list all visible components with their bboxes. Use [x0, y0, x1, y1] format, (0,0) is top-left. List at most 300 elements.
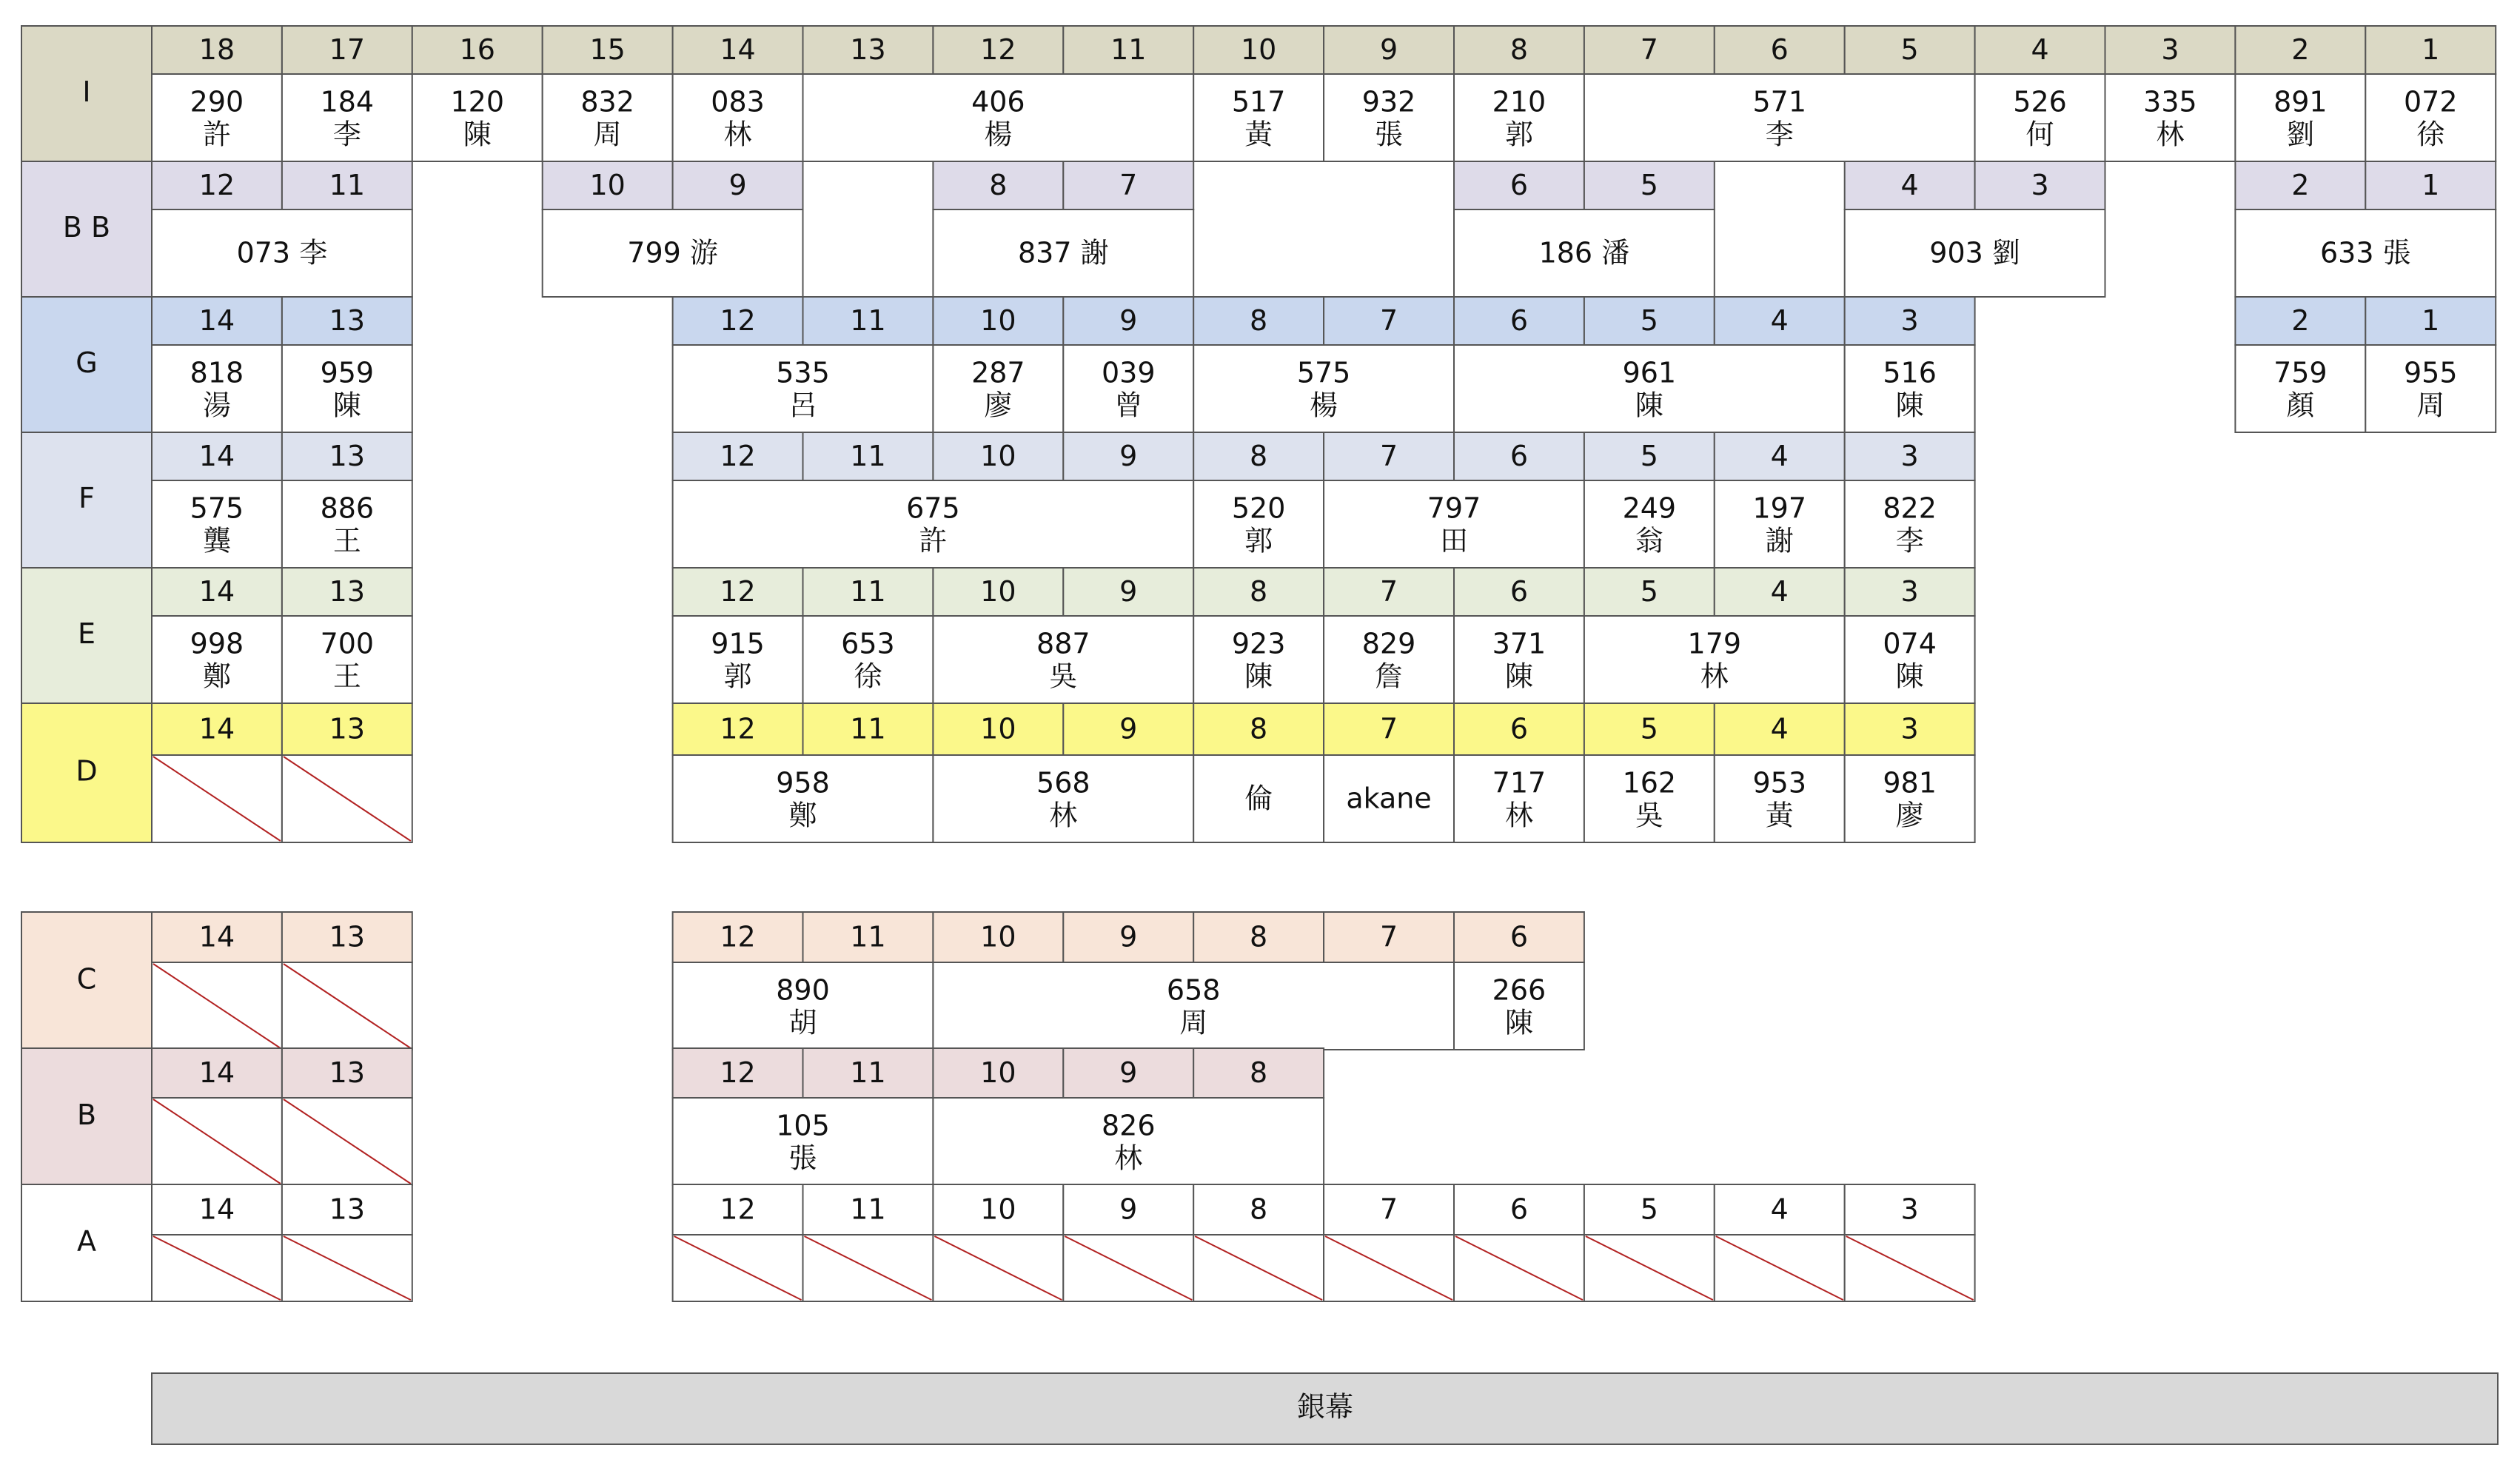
seat-assignments: [152, 962, 1584, 1050]
occupant-name: 周: [1179, 1006, 1208, 1039]
seat-number: 4: [1770, 304, 1789, 337]
seat-number: 3: [2161, 33, 2179, 66]
occupant-number: 700: [320, 627, 375, 660]
occupant-number: 517: [1231, 85, 1286, 118]
row-f: [21, 432, 1975, 568]
seat-assignment[interactable]: [933, 962, 1454, 1050]
seat-number: 3: [2031, 169, 2049, 201]
seat-number: 9: [1119, 1056, 1138, 1089]
seat-number: 5: [1640, 169, 1658, 201]
occupant-number: 891: [2273, 85, 2328, 118]
seat-number: 12: [980, 33, 1016, 66]
occupant-name: 呂: [788, 389, 817, 422]
occupant-name: 林: [2156, 118, 2185, 151]
seat-number: 5: [1640, 440, 1658, 472]
row-label-g: [21, 297, 152, 432]
seat-number: 9: [1119, 440, 1138, 472]
seat-assignment[interactable]: [933, 1098, 1324, 1185]
occupant-number: 961: [1622, 356, 1677, 389]
occupant-number: 120: [450, 85, 505, 118]
occupant-name: 周: [593, 118, 622, 151]
seat-assignment[interactable]: [803, 74, 1194, 161]
seat-number: 11: [850, 1056, 886, 1089]
seat-assignment[interactable]: [152, 74, 282, 161]
occupant-name: 陳: [1504, 660, 1533, 693]
seat-number: 9: [728, 169, 747, 201]
seat-number: 8: [1250, 920, 1268, 953]
seat-number: 14: [198, 1056, 235, 1089]
occupant-text: 073 李: [236, 236, 328, 269]
occupant-number: 371: [1492, 627, 1546, 660]
seat-number: 3: [1900, 440, 1919, 472]
seat-number: 5: [1640, 1193, 1658, 1226]
seat-assignment[interactable]: [933, 755, 1193, 842]
row-label-text: B: [76, 1099, 97, 1131]
occupant-number: 197: [1752, 492, 1807, 525]
occupant-name: 徐: [2416, 118, 2445, 151]
occupant-name: 張: [1375, 118, 1404, 151]
seat-assignments: [152, 74, 2496, 161]
seat-number: 11: [850, 440, 886, 472]
seat-unavailable[interactable]: [152, 1098, 282, 1185]
seat-number: 12: [720, 920, 756, 953]
seat-number: 6: [1509, 304, 1529, 337]
seat-number: 14: [198, 575, 235, 608]
seat-number: 10: [1240, 33, 1277, 66]
seat-number: 10: [980, 920, 1016, 953]
seat-assignment[interactable]: [1324, 616, 1454, 703]
seat-unavailable[interactable]: [1454, 1235, 1584, 1301]
seat-assignment[interactable]: [1584, 616, 1845, 703]
seat-assignment[interactable]: [1454, 345, 1845, 432]
occupant-number: 998: [190, 627, 244, 660]
seat-assignment[interactable]: [1845, 209, 2105, 297]
seat-number: 10: [980, 304, 1016, 337]
seat-assignment[interactable]: [2365, 74, 2496, 161]
screen: [152, 1373, 2498, 1444]
occupant-name: 陳: [332, 389, 361, 422]
seat-unavailable[interactable]: [1584, 1235, 1715, 1301]
seat-number: 4: [2031, 33, 2049, 66]
seat-number: 7: [1379, 920, 1398, 953]
occupant-number: 287: [971, 356, 1025, 389]
seat-number: 5: [1640, 712, 1658, 745]
occupant-number: 074: [1883, 627, 1937, 660]
seat-number-header: [152, 912, 1584, 962]
seat-number: 6: [1509, 712, 1529, 745]
seat-number: 7: [1379, 304, 1398, 337]
occupant-number: 290: [190, 85, 244, 118]
occupant-number: 717: [1492, 766, 1546, 799]
seat-number: 11: [1110, 33, 1147, 66]
occupant-number: 829: [1361, 627, 1416, 660]
occupant-name: 詹: [1375, 660, 1404, 693]
seat-number: 12: [720, 440, 756, 472]
seat-number: 8: [1250, 575, 1268, 608]
seat-assignment[interactable]: [2105, 74, 2236, 161]
seat-number: 11: [850, 1193, 886, 1226]
seat-number: 7: [1379, 712, 1398, 745]
seat-unavailable[interactable]: [1845, 1235, 1975, 1301]
seat-unavailable[interactable]: [1193, 1235, 1324, 1301]
seat-assignment[interactable]: [282, 74, 412, 161]
seat-number: 11: [850, 920, 886, 953]
seat-number: 13: [329, 440, 366, 472]
occupant-number: 832: [580, 85, 634, 118]
seat-unavailable[interactable]: [1063, 1235, 1193, 1301]
seat-assignment[interactable]: [1845, 345, 1975, 432]
seat-assignment[interactable]: [673, 480, 1194, 568]
row-a: [21, 1184, 1975, 1301]
occupant-number: 526: [2013, 85, 2067, 118]
seat-number: 13: [329, 304, 366, 337]
occupant-name: 謝: [1765, 524, 1794, 557]
seat-unavailable[interactable]: [282, 962, 412, 1050]
occupant-name: 許: [919, 524, 948, 557]
seat-number: 8: [1250, 1193, 1268, 1226]
seat-assignment[interactable]: [412, 74, 543, 161]
row-label-b: [21, 1048, 152, 1185]
occupant-name: 陳: [463, 118, 492, 151]
seat-assignment[interactable]: [1454, 616, 1584, 703]
occupant-number: 179: [1687, 627, 1742, 660]
occupant-text: 186 潘: [1538, 236, 1630, 269]
seat-unavailable[interactable]: [282, 1098, 412, 1185]
seat-number: 1: [2422, 169, 2440, 201]
occupant-name: 顏: [2286, 389, 2315, 422]
occupant-number: 162: [1622, 766, 1677, 799]
seat-unavailable[interactable]: [933, 1235, 1063, 1301]
seat-assignment[interactable]: [673, 345, 934, 432]
seat-assignment[interactable]: [1324, 74, 1454, 161]
seat-number: 7: [1119, 169, 1138, 201]
row-c: [21, 912, 1584, 1050]
seat-assignment[interactable]: [673, 962, 934, 1050]
row-label-bb: [21, 161, 152, 297]
occupant-text: 903 劉: [1929, 236, 2020, 269]
seat-assignment[interactable]: [1193, 74, 1324, 161]
occupant-number: 886: [320, 492, 375, 525]
seat-number: 14: [198, 712, 235, 745]
occupant-name: 吳: [1049, 660, 1078, 693]
seat-assignment[interactable]: [2235, 209, 2496, 297]
seat-number: 9: [1119, 920, 1138, 953]
occupant-number: 210: [1492, 85, 1546, 118]
occupant-number: 955: [2403, 356, 2458, 389]
row-label-text: C: [76, 962, 97, 996]
occupant-name: 鄭: [788, 799, 817, 832]
seat-number: 12: [720, 1193, 756, 1226]
seat-assignment[interactable]: [933, 616, 1193, 703]
seat-assignment[interactable]: [1584, 74, 1975, 161]
occupant-name: 郭: [1504, 118, 1533, 151]
seat-number-header: [152, 26, 2496, 74]
seat-number: 2: [2291, 304, 2310, 337]
seat-assignment[interactable]: [543, 209, 803, 297]
occupant-number: 658: [1166, 973, 1221, 1007]
occupant-number: 887: [1036, 627, 1090, 660]
seat-number: 8: [1250, 304, 1268, 337]
occupant-name: 廖: [984, 389, 1013, 422]
occupant-number: 818: [190, 356, 244, 389]
occupant-number: 039: [1101, 356, 1156, 389]
seat-assignment[interactable]: [1193, 480, 1324, 568]
seat-number: 6: [1770, 33, 1789, 66]
seat-assignment[interactable]: [1063, 345, 1193, 432]
seat-number: 1: [2422, 304, 2440, 337]
occupant-number: 575: [190, 492, 244, 525]
seat-assignment[interactable]: [282, 345, 412, 432]
seat-unavailable[interactable]: [282, 1235, 412, 1301]
occupant-number: 759: [2273, 356, 2328, 389]
seat-number: 12: [720, 575, 756, 608]
occupant-number: 959: [320, 356, 375, 389]
row-label-text: G: [76, 346, 98, 379]
seat-number: 10: [980, 440, 1016, 472]
seat-number: 14: [198, 1193, 235, 1226]
seat-number: 6: [1509, 440, 1529, 472]
row-label-e: [21, 568, 152, 703]
seat-number: 9: [1379, 33, 1398, 66]
occupant-number: 915: [711, 627, 765, 660]
seat-assignment[interactable]: [1454, 74, 1584, 161]
seat-number: 10: [589, 169, 626, 201]
occupant-name: 周: [2416, 389, 2445, 422]
occupant-name: 林: [1049, 799, 1078, 832]
occupant-name: 林: [1504, 799, 1533, 832]
occupant-name: 許: [202, 118, 231, 151]
seat-number: 6: [1509, 575, 1529, 608]
seat-assignment[interactable]: [673, 616, 803, 703]
row-label-a: [21, 1184, 152, 1301]
seat-assignment[interactable]: [2365, 345, 2496, 432]
row-e: [21, 568, 1975, 703]
seat-number: 14: [198, 440, 235, 472]
seat-unavailable[interactable]: [673, 1235, 803, 1301]
seat-unavailable[interactable]: [282, 755, 412, 842]
seat-assignment[interactable]: [152, 480, 282, 568]
occupant-name: 黃: [1765, 799, 1794, 832]
occupant-number: 822: [1883, 492, 1937, 525]
seat-number: 3: [1900, 575, 1919, 608]
occupant-name: 湯: [202, 389, 231, 422]
occupant-name: 吳: [1635, 799, 1663, 832]
occupant-name: 郭: [723, 660, 752, 693]
seat-assignment[interactable]: [1454, 755, 1584, 842]
seat-number: 6: [1509, 920, 1529, 953]
occupant-number: 335: [2143, 85, 2197, 118]
seat-assignment[interactable]: [1454, 962, 1584, 1050]
seat-number: 4: [1770, 440, 1789, 472]
occupant-number: 083: [711, 85, 765, 118]
seat-assignment[interactable]: [803, 616, 934, 703]
seat-number: 1: [2422, 33, 2440, 66]
seat-number: 6: [1509, 1193, 1529, 1226]
seat-number: 18: [198, 33, 235, 66]
seat-unavailable[interactable]: [152, 962, 282, 1050]
occupant-number: 072: [2403, 85, 2458, 118]
seat-assignment[interactable]: [152, 616, 282, 703]
occupant-number: 797: [1427, 492, 1481, 525]
seat-assignment[interactable]: [1324, 480, 1584, 568]
occupant-text: akane: [1346, 782, 1432, 815]
seat-number: 8: [1509, 33, 1529, 66]
occupant-name: 廖: [1895, 799, 1924, 832]
seat-assignment[interactable]: [1193, 616, 1324, 703]
occupant-number: 249: [1622, 492, 1677, 525]
seat-assignment[interactable]: [1975, 74, 2105, 161]
seat-number: 10: [980, 1193, 1016, 1226]
occupant-name: 陳: [1504, 1006, 1533, 1039]
seat-number: 3: [1900, 1193, 1919, 1226]
occupant-name: 劉: [2286, 118, 2315, 151]
seat-number: 11: [850, 304, 886, 337]
seat-number: 3: [1900, 712, 1919, 745]
occupant-number: 932: [1361, 85, 1416, 118]
occupant-name: 林: [1700, 660, 1729, 693]
seat-assignment[interactable]: [673, 74, 803, 161]
seat-assignment[interactable]: [152, 345, 282, 432]
occupant-name: 張: [788, 1141, 817, 1175]
seat-assignments: [152, 1098, 1324, 1185]
occupant-name: 林: [1114, 1141, 1143, 1175]
seat-assignment[interactable]: [673, 755, 934, 842]
occupant-number: 890: [776, 973, 830, 1007]
row-label-f: [21, 432, 152, 568]
seat-assignment[interactable]: [673, 1098, 934, 1185]
seat-assignment[interactable]: [933, 345, 1063, 432]
seat-assignment[interactable]: [1454, 209, 1715, 297]
row-label-text: E: [77, 617, 96, 650]
seat-unavailable[interactable]: [803, 1235, 934, 1301]
seat-number: 4: [1770, 575, 1789, 608]
seat-number: 11: [329, 169, 366, 201]
seat-number: 5: [1640, 304, 1658, 337]
occupant-name: 郭: [1244, 524, 1273, 557]
screen-label: 銀幕: [1296, 1390, 1354, 1424]
occupant-number: 981: [1883, 766, 1937, 799]
seat-number: 3: [1900, 304, 1919, 337]
occupant-name: 龔: [202, 524, 231, 557]
row-label-text: D: [76, 754, 98, 788]
seat-assignment[interactable]: [1584, 480, 1715, 568]
seat-number: 4: [1770, 1193, 1789, 1226]
seat-number: 8: [1250, 1056, 1268, 1089]
seat-number: 10: [980, 575, 1016, 608]
seat-assignment[interactable]: [1845, 480, 1975, 568]
seat-assignment[interactable]: [1715, 480, 1845, 568]
row-label-c: [21, 912, 152, 1050]
occupant-name: 李: [332, 118, 361, 151]
row-i: [21, 26, 2496, 161]
occupant-name: 陳: [1244, 660, 1273, 693]
seat-number: 7: [1379, 440, 1398, 472]
seat-assignment[interactable]: [1193, 755, 1324, 842]
seat-number: 7: [1640, 33, 1658, 66]
seat-assignment[interactable]: [152, 209, 412, 297]
seat-unavailable[interactable]: [1324, 1235, 1454, 1301]
seat-number: 8: [1250, 712, 1268, 745]
row-label-text: A: [77, 1224, 96, 1258]
occupant-number: 953: [1752, 766, 1807, 799]
occupant-name: 李: [1895, 524, 1924, 557]
seat-number: 14: [720, 33, 756, 66]
seat-unavailable[interactable]: [1715, 1235, 1845, 1301]
seat-assignment[interactable]: [1845, 755, 1975, 842]
occupant-name: 李: [1765, 118, 1794, 151]
seat-number: 13: [329, 1193, 366, 1226]
occupant-number: 520: [1231, 492, 1286, 525]
seat-assignment[interactable]: [2235, 74, 2365, 161]
row-d: [21, 703, 1975, 842]
seat-assignment[interactable]: [1193, 345, 1454, 432]
occupant-text: 837 謝: [1017, 236, 1109, 269]
occupant-name: 林: [723, 118, 752, 151]
seat-assignment[interactable]: [1845, 616, 1975, 703]
row-label-text: F: [78, 482, 95, 514]
seat-number: 13: [329, 1056, 366, 1089]
seat-assignment[interactable]: [2235, 345, 2365, 432]
occupant-text: 633 張: [2319, 236, 2411, 269]
occupant-number: 266: [1492, 973, 1546, 1007]
seat-number: 10: [980, 712, 1016, 745]
occupant-number: 516: [1883, 356, 1937, 389]
seat-number: 5: [1900, 33, 1919, 66]
seat-number: 13: [850, 33, 886, 66]
occupant-number: 575: [1296, 356, 1351, 389]
seat-number-header: [152, 1048, 1324, 1098]
occupant-name: 陳: [1895, 389, 1924, 422]
occupant-number: 535: [776, 356, 830, 389]
seat-number: 6: [1509, 169, 1529, 201]
seat-unavailable[interactable]: [152, 755, 282, 842]
occupant-name: 楊: [1310, 389, 1338, 422]
seat-unavailable[interactable]: [152, 1235, 282, 1301]
seat-number: 9: [1119, 575, 1138, 608]
row-label-d: [21, 703, 152, 842]
seat-assignment[interactable]: [1584, 755, 1715, 842]
seat-assignment[interactable]: [1324, 755, 1454, 842]
seat-number: 9: [1119, 304, 1138, 337]
occupant-name: 翁: [1635, 524, 1663, 557]
occupant-name: 楊: [984, 118, 1013, 151]
seat-number: 16: [459, 33, 495, 66]
seat-number: 4: [1900, 169, 1919, 201]
seat-assignment[interactable]: [1715, 755, 1845, 842]
occupant-name: 陳: [1635, 389, 1663, 422]
seat-assignment[interactable]: [933, 209, 1193, 297]
seat-assignment[interactable]: [282, 616, 412, 703]
seat-number: 5: [1640, 575, 1658, 608]
occupant-name: 田: [1439, 524, 1469, 557]
seat-assignment[interactable]: [282, 480, 412, 568]
row-b: [21, 1048, 1324, 1185]
seat-number: 12: [720, 1056, 756, 1089]
occupant-name: 王: [332, 524, 361, 557]
occupant-number: 675: [906, 492, 960, 525]
occupant-name: 曾: [1114, 389, 1143, 422]
seat-number: 2: [2291, 33, 2310, 66]
occupant-text: 倫: [1244, 782, 1273, 815]
occupant-name: 徐: [854, 660, 882, 693]
occupant-name: 何: [2025, 118, 2054, 151]
seat-number: 7: [1379, 575, 1398, 608]
seat-number: 7: [1379, 1193, 1398, 1226]
seat-number: 12: [720, 304, 756, 337]
seat-assignment[interactable]: [543, 74, 673, 161]
occupant-number: 571: [1752, 85, 1807, 118]
row-label-i: [21, 26, 152, 161]
